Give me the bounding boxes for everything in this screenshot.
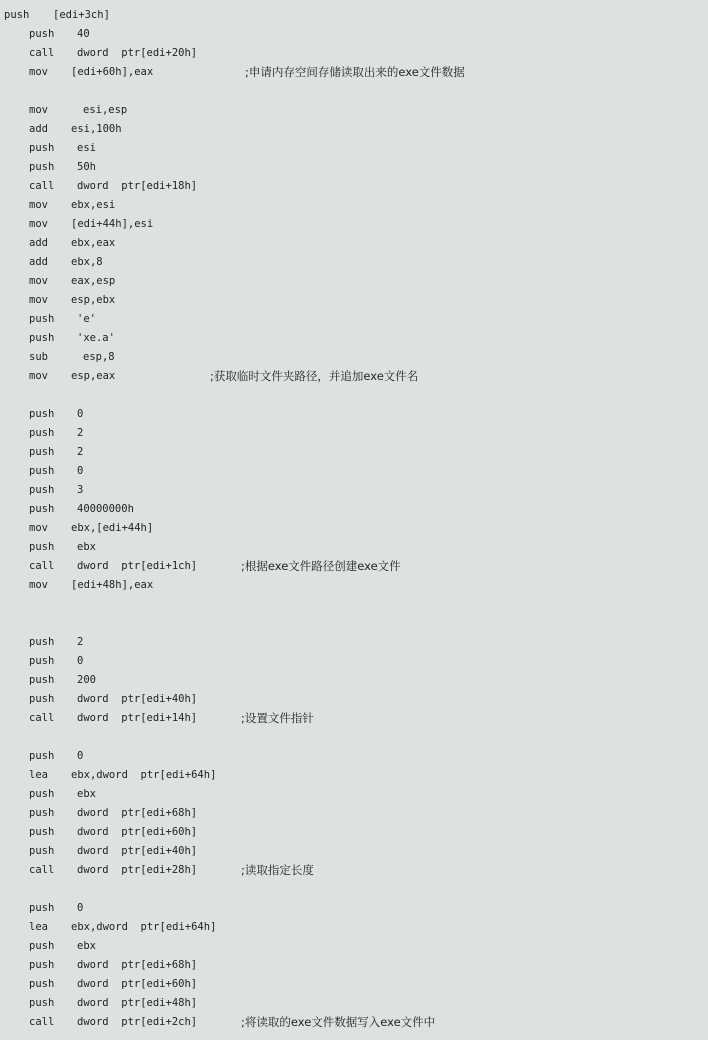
instruction-operands: ebx: [77, 940, 96, 952]
instruction-mnemonic: add: [29, 237, 48, 249]
instruction-mnemonic: push: [29, 427, 55, 439]
instruction-mnemonic: lea: [29, 769, 48, 781]
instruction-mnemonic: push: [29, 484, 55, 496]
code-line: [0, 82, 708, 101]
instruction-mnemonic: push: [4, 9, 30, 21]
code-line: [0, 576, 708, 595]
instruction-operands: ebx,dword ptr[edi+64h]: [71, 769, 217, 781]
instruction-mnemonic: push: [29, 446, 55, 458]
instruction-operands: dword ptr[edi+18h]: [77, 180, 198, 192]
code-line: [0, 500, 708, 519]
instruction-mnemonic: call: [29, 47, 55, 59]
instruction-operands: dword ptr[edi+2ch]: [77, 1016, 198, 1028]
instruction-operands: 'xe.a': [77, 332, 115, 344]
code-line: [0, 367, 708, 386]
code-line: [0, 44, 708, 63]
code-line: [0, 785, 708, 804]
instruction-operands: [edi+44h],esi: [71, 218, 154, 230]
instruction-mnemonic: sub: [29, 351, 48, 363]
code-line: [0, 139, 708, 158]
instruction-operands: dword ptr[edi+14h]: [77, 712, 198, 724]
instruction-mnemonic: push: [29, 674, 55, 686]
code-comment: ;设置文件指针: [241, 711, 314, 725]
instruction-mnemonic: push: [29, 826, 55, 838]
instruction-mnemonic: call: [29, 560, 55, 572]
code-line: [0, 196, 708, 215]
code-line: [0, 291, 708, 310]
code-line: [0, 1013, 708, 1032]
instruction-mnemonic: mov: [29, 66, 48, 78]
instruction-operands: dword ptr[edi+40h]: [77, 845, 198, 857]
instruction-operands: esp,ebx: [71, 294, 116, 306]
instruction-operands: esi,100h: [71, 123, 122, 135]
instruction-operands: [edi+3ch]: [53, 9, 110, 21]
instruction-operands: ebx,esi: [71, 199, 116, 211]
code-line: [0, 101, 708, 120]
instruction-mnemonic: add: [29, 256, 48, 268]
code-comment: ;获取临时文件夹路径，并追加exe文件名: [210, 369, 419, 383]
instruction-operands: dword ptr[edi+68h]: [77, 807, 198, 819]
instruction-operands: 40000000h: [77, 503, 134, 515]
code-line: [0, 975, 708, 994]
code-line: [0, 253, 708, 272]
instruction-mnemonic: push: [29, 655, 55, 667]
instruction-operands: 0: [77, 408, 84, 420]
code-line: [0, 937, 708, 956]
instruction-operands: 0: [77, 655, 84, 667]
code-line: [0, 633, 708, 652]
instruction-operands: dword ptr[edi+68h]: [77, 959, 198, 971]
code-line: [0, 25, 708, 44]
instruction-mnemonic: mov: [29, 275, 48, 287]
code-line: [0, 310, 708, 329]
instruction-operands: 'e': [77, 313, 96, 325]
code-line: [0, 177, 708, 196]
instruction-mnemonic: push: [29, 959, 55, 971]
code-comment: ;申请内存空间存储读取出来的exe文件数据: [245, 65, 465, 79]
code-line: [0, 899, 708, 918]
code-line: [0, 880, 708, 899]
instruction-operands: dword ptr[edi+28h]: [77, 864, 198, 876]
instruction-operands: esi,esp: [83, 104, 128, 116]
instruction-mnemonic: push: [29, 750, 55, 762]
instruction-mnemonic: push: [29, 161, 55, 173]
instruction-mnemonic: push: [29, 788, 55, 800]
instruction-mnemonic: push: [29, 408, 55, 420]
code-line: [0, 804, 708, 823]
instruction-operands: eax,esp: [71, 275, 116, 287]
instruction-mnemonic: mov: [29, 579, 48, 591]
instruction-mnemonic: push: [29, 693, 55, 705]
code-comment: ;将读取的exe文件数据写入exe文件中: [241, 1015, 436, 1029]
instruction-mnemonic: push: [29, 465, 55, 477]
instruction-mnemonic: mov: [29, 522, 48, 534]
code-line: [0, 690, 708, 709]
instruction-mnemonic: mov: [29, 218, 48, 230]
instruction-operands: dword ptr[edi+1ch]: [77, 560, 198, 572]
instruction-operands: ebx: [77, 788, 96, 800]
instruction-operands: esi: [77, 142, 96, 154]
instruction-operands: dword ptr[edi+20h]: [77, 47, 198, 59]
instruction-mnemonic: push: [29, 636, 55, 648]
instruction-mnemonic: call: [29, 1016, 55, 1028]
instruction-mnemonic: push: [29, 332, 55, 344]
instruction-mnemonic: push: [29, 313, 55, 325]
code-comment: ;读取指定长度: [241, 863, 314, 877]
instruction-operands: 200: [77, 674, 96, 686]
instruction-operands: ebx,[edi+44h]: [71, 522, 154, 534]
instruction-operands: dword ptr[edi+60h]: [77, 826, 198, 838]
instruction-operands: esp,eax: [71, 370, 116, 382]
code-line: [0, 614, 708, 633]
instruction-mnemonic: call: [29, 712, 55, 724]
code-line: [0, 728, 708, 747]
instruction-mnemonic: call: [29, 864, 55, 876]
instruction-operands: 2: [77, 427, 84, 439]
code-line: [0, 519, 708, 538]
instruction-operands: dword ptr[edi+48h]: [77, 997, 198, 1009]
code-line: [0, 272, 708, 291]
instruction-mnemonic: push: [29, 503, 55, 515]
code-line: [0, 443, 708, 462]
instruction-operands: 0: [77, 465, 84, 477]
code-line: [0, 462, 708, 481]
instruction-mnemonic: push: [29, 940, 55, 952]
instruction-operands: 2: [77, 636, 84, 648]
code-line: [0, 861, 708, 880]
instruction-operands: 0: [77, 902, 84, 914]
code-line: [0, 595, 708, 614]
instruction-mnemonic: push: [29, 997, 55, 1009]
code-line: [0, 215, 708, 234]
instruction-operands: 3: [77, 484, 84, 496]
instruction-mnemonic: push: [29, 978, 55, 990]
code-line: [0, 424, 708, 443]
instruction-mnemonic: push: [29, 807, 55, 819]
code-line: [0, 709, 708, 728]
instruction-operands: dword ptr[edi+60h]: [77, 978, 198, 990]
code-line: [0, 329, 708, 348]
instruction-mnemonic: push: [29, 541, 55, 553]
instruction-operands: ebx: [77, 541, 96, 553]
instruction-mnemonic: mov: [29, 370, 48, 382]
code-line: [0, 652, 708, 671]
code-line: [0, 538, 708, 557]
code-line: [0, 918, 708, 937]
instruction-operands: [edi+60h],eax: [71, 66, 154, 78]
code-line: [0, 823, 708, 842]
code-line: [0, 158, 708, 177]
code-line: [0, 956, 708, 975]
instruction-operands: esp,8: [83, 351, 115, 363]
instruction-operands: ebx,dword ptr[edi+64h]: [71, 921, 217, 933]
instruction-mnemonic: push: [29, 28, 55, 40]
instruction-operands: 2: [77, 446, 84, 458]
instruction-operands: ebx,eax: [71, 237, 116, 249]
instruction-mnemonic: add: [29, 123, 48, 135]
code-line: [0, 234, 708, 253]
code-line: [0, 405, 708, 424]
code-line: [0, 386, 708, 405]
code-comment: ;根据exe文件路径创建exe文件: [241, 559, 401, 573]
instruction-mnemonic: push: [29, 845, 55, 857]
code-line: [0, 63, 708, 82]
instruction-operands: [edi+48h],eax: [71, 579, 154, 591]
instruction-operands: 50h: [77, 161, 96, 173]
instruction-mnemonic: push: [29, 142, 55, 154]
code-line: [0, 747, 708, 766]
code-line: [0, 6, 708, 25]
instruction-mnemonic: mov: [29, 294, 48, 306]
instruction-mnemonic: mov: [29, 199, 48, 211]
code-line: [0, 842, 708, 861]
instruction-operands: 40: [77, 28, 90, 40]
instruction-operands: dword ptr[edi+40h]: [77, 693, 198, 705]
code-line: [0, 671, 708, 690]
instruction-mnemonic: call: [29, 180, 55, 192]
code-line: [0, 766, 708, 785]
code-line: [0, 481, 708, 500]
code-line: [0, 348, 708, 367]
instruction-mnemonic: push: [29, 902, 55, 914]
instruction-mnemonic: lea: [29, 921, 48, 933]
code-line: [0, 120, 708, 139]
code-line: [0, 994, 708, 1013]
instruction-operands: 0: [77, 750, 84, 762]
instruction-operands: ebx,8: [71, 256, 103, 268]
code-line: [0, 557, 708, 576]
instruction-mnemonic: mov: [29, 104, 48, 116]
